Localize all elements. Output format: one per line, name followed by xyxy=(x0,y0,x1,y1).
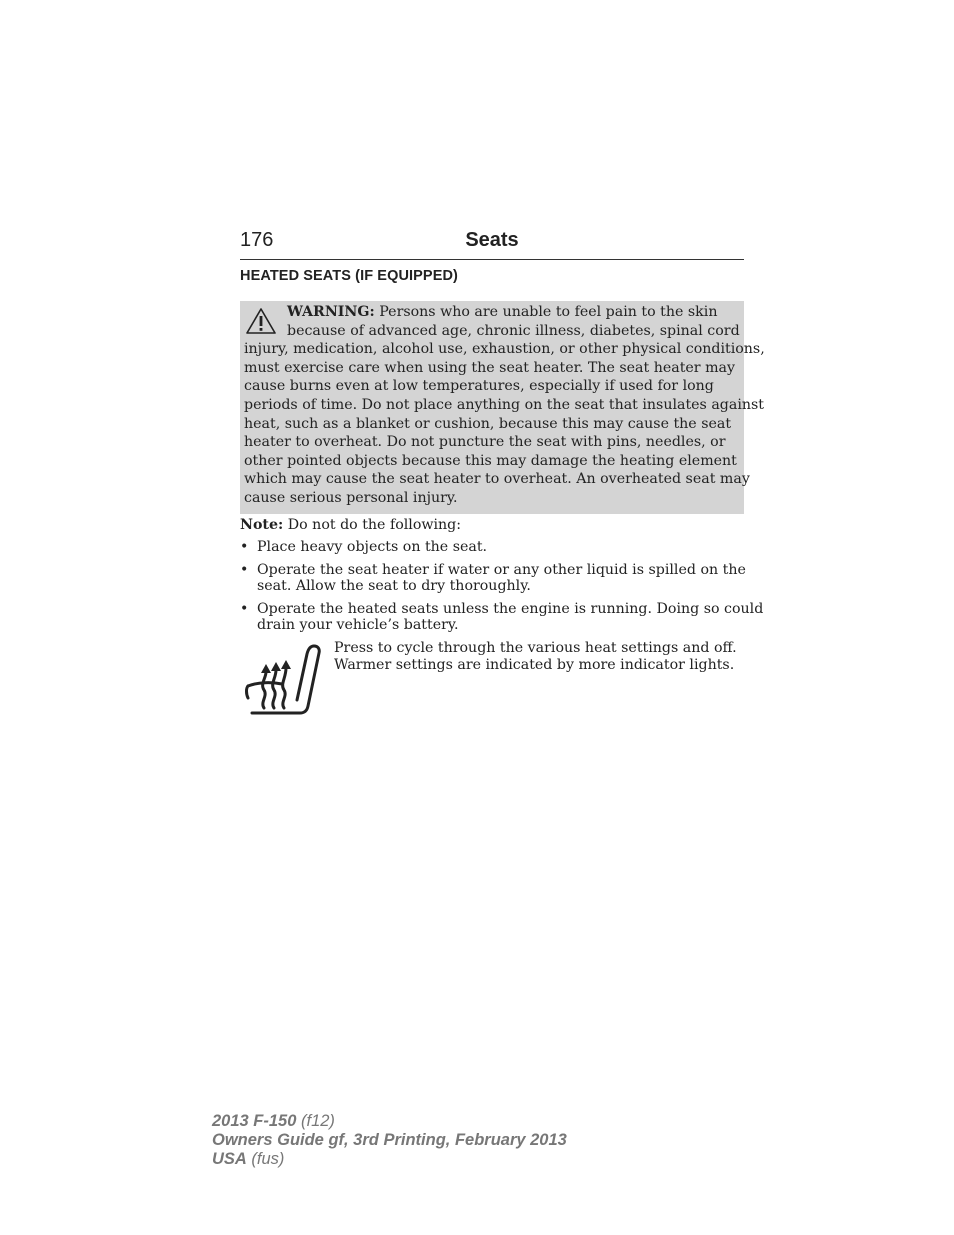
warning-line: other pointed objects because this may damage the heating element xyxy=(244,452,737,469)
warning-line-text: Persons who are unable to feel pain to the skin xyxy=(374,304,718,320)
page-number: 176 xyxy=(240,229,274,251)
list-item-text: seat. Allow the seat to dry thoroughly. xyxy=(257,578,531,594)
bullet-icon: • xyxy=(240,601,249,617)
warning-line: heat, such as a blanket or cushion, because this may cause the seat xyxy=(244,415,732,432)
footer-market: USA xyxy=(212,1150,247,1168)
heated-seat-icon xyxy=(244,642,322,716)
footer-guide: Owners Guide gf, 3rd Printing, February 2013 xyxy=(212,1131,567,1149)
bullet-icon: • xyxy=(240,539,249,555)
instruction-line: Press to cycle through the various heat settings and off. xyxy=(334,640,737,656)
chapter-title: Seats xyxy=(465,229,519,251)
page-header xyxy=(240,228,744,260)
page-footer xyxy=(212,1112,567,1169)
note-text: Do not do the following: xyxy=(283,517,462,533)
warning-line: cause serious personal injury. xyxy=(244,489,458,506)
footer-model-line xyxy=(212,1112,567,1131)
note xyxy=(240,517,461,534)
instruction-line: Warmer settings are indicated by more indicator lights. xyxy=(334,656,735,673)
warning-line: must exercise care when using the seat heater. The seat heater may xyxy=(244,359,736,376)
list-item-text: Operate the heated seats unless the engine is running. Doing so could xyxy=(257,601,764,617)
footer-market-line xyxy=(212,1150,567,1169)
list-item-text: Operate the seat heater if water or any other liquid is spilled on the xyxy=(257,562,746,578)
footer-model: 2013 F-150 xyxy=(212,1112,297,1130)
section-heading: HEATED SEATS (IF EQUIPPED) xyxy=(240,268,458,284)
bullet-icon: • xyxy=(240,562,249,578)
footer-model-code: (f12) xyxy=(296,1112,335,1130)
list-item xyxy=(240,562,744,594)
warning-line: because of advanced age, chronic illness, diabetes, spinal cord xyxy=(287,322,740,339)
warning-line: injury, medication, alcohol use, exhaustion, or other physical conditions, xyxy=(244,341,765,358)
list-item xyxy=(240,539,744,555)
warning-label: WARNING: xyxy=(287,304,375,320)
footer-market-code: (fus) xyxy=(246,1150,285,1168)
warning-line: periods of time. Do not place anything on the seat that insulates against xyxy=(244,396,765,413)
warning-line: heater to overheat. Do not puncture the seat with pins, needles, or xyxy=(244,434,726,451)
warning-text xyxy=(244,303,765,508)
heated-seat-instruction xyxy=(334,640,737,673)
list-item-text: drain your vehicle’s battery. xyxy=(257,617,459,633)
note-label: Note: xyxy=(240,517,284,533)
warning-line: which may cause the seat heater to overheat. An overheated seat may xyxy=(244,471,750,488)
warning-box xyxy=(240,301,765,514)
bullet-list xyxy=(240,539,764,640)
warning-line: cause burns even at low temperatures, especially if used for long xyxy=(244,378,714,395)
list-item-text: Place heavy objects on the seat. xyxy=(257,539,488,555)
list-item xyxy=(240,601,764,633)
warning-line xyxy=(244,303,742,322)
